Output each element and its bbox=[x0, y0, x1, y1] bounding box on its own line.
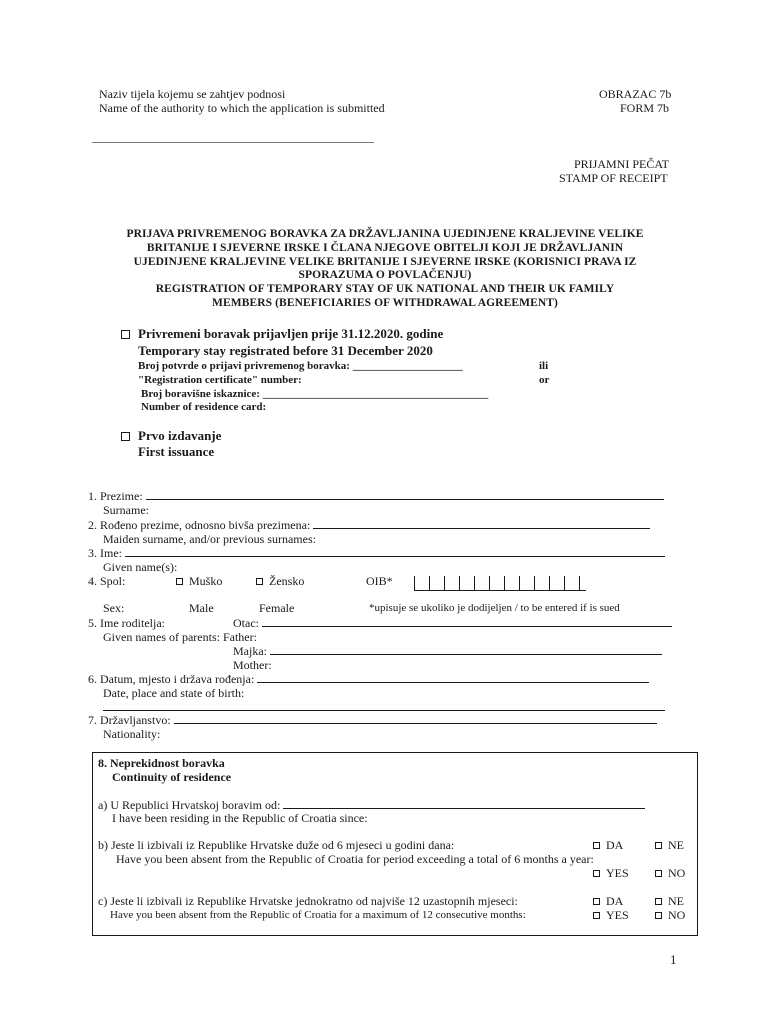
document-title-line-1: PRIJAVA PRIVREMENOG BORAVKA ZA DRŽAVLJANINA UJEDINJENE KRALJEVINE VELIKE bbox=[126, 228, 644, 240]
authority-label-hr: Naziv tijela kojemu se zahtjev podnosi bbox=[99, 87, 286, 101]
absence-12m-no-label-hr: NE bbox=[668, 894, 684, 908]
father-label-hr: Otac: bbox=[233, 616, 259, 630]
nationality-label-en: Nationality: bbox=[103, 727, 161, 741]
absence-12m-label-en: Have you been absent from the Republic of Croatia for a maximum of 12 consecutive months: bbox=[110, 909, 526, 921]
nationality-label-hr: 7. Državljanstvo: bbox=[88, 713, 171, 727]
male-checkbox[interactable] bbox=[176, 578, 183, 585]
document-title-line-6: MEMBERS (BENEFICIARIES OF WITHDRAWAL AGREEMENT) bbox=[212, 297, 558, 309]
absence-12m-yes-label-hr: DA bbox=[606, 894, 624, 908]
absence-12m-no-checkbox[interactable] bbox=[655, 898, 662, 905]
absence-12m-yes-label-en: YES bbox=[606, 908, 629, 922]
female-label-en: Female bbox=[259, 601, 295, 615]
absence-6m-yes-label-en: YES bbox=[606, 866, 629, 880]
father-input[interactable] bbox=[262, 616, 672, 627]
prior-registration-checkbox[interactable] bbox=[121, 330, 130, 339]
birth-label-hr: 6. Datum, mjesto i država rođenja: bbox=[88, 672, 255, 686]
surname-input[interactable] bbox=[146, 489, 664, 500]
residence-card-label-en: Number of residence card: bbox=[141, 401, 267, 413]
male-label-hr: Muško bbox=[189, 574, 223, 588]
absence-6m-no-label-hr: NE bbox=[668, 838, 684, 852]
prior-registration-label-hr: Privremeni boravak prijavljen prije 31.12.2020. godine bbox=[138, 326, 444, 341]
absence-12m-no-label-en: NO bbox=[668, 908, 686, 922]
female-label-hr: Žensko bbox=[269, 574, 305, 588]
female-checkbox[interactable] bbox=[256, 578, 263, 585]
birth-input-line-2[interactable] bbox=[103, 700, 665, 711]
absence-6m-label-hr: b) Jeste li izbivali iz Republike Hrvatske duže od 6 mjeseci u godini dana: bbox=[98, 838, 455, 852]
form-number-hr: OBRAZAC 7b bbox=[599, 87, 672, 101]
oib-input-boxes[interactable] bbox=[414, 576, 586, 591]
section8-title-en: Continuity of residence bbox=[112, 770, 232, 784]
given-name-input[interactable] bbox=[125, 546, 665, 557]
mother-label-hr: Majka: bbox=[233, 644, 267, 658]
or-label-hr: ili bbox=[539, 360, 549, 372]
given-name-label-hr: 3. Ime: bbox=[88, 546, 122, 560]
parents-label-hr: 5. Ime roditelja: bbox=[88, 616, 165, 630]
father-label-en: Father: bbox=[222, 630, 257, 644]
mother-input[interactable] bbox=[270, 644, 662, 655]
absence-6m-yes-box-en[interactable] bbox=[593, 870, 600, 877]
stamp-label-en: STAMP OF RECEIPT bbox=[559, 171, 668, 185]
birth-label-en: Date, place and state of birth: bbox=[103, 686, 245, 700]
absence-12m-no-box-en[interactable] bbox=[655, 912, 662, 919]
absence-6m-no-checkbox[interactable] bbox=[655, 842, 662, 849]
given-name-label-en: Given name(s): bbox=[103, 560, 178, 574]
absence-6m-yes-label-hr: DA bbox=[606, 838, 624, 852]
document-title-line-5: REGISTRATION OF TEMPORARY STAY OF UK NATIONAL AND THEIR UK FAMILY bbox=[155, 283, 615, 295]
section8-title-hr: 8. Neprekidnost boravka bbox=[98, 756, 225, 770]
registration-certificate-field[interactable]: Broj potvrde o prijavi privremenog boravka: ____________________ bbox=[138, 360, 463, 372]
mother-label-en: Mother: bbox=[233, 658, 272, 672]
document-title-line-3: UJEDINJENE KRALJEVINE VELIKE BRITANIJE I SJEVERNE IRSKE (KORISNICI PRAVA IZ bbox=[133, 256, 637, 268]
residing-since-input[interactable] bbox=[283, 798, 645, 809]
document-title-line-2: BRITANIJE I SJEVERNE IRSKE I ČLANA NJEGOVE OBITELJI KOJI JE DRŽAVLJANIN bbox=[146, 242, 624, 254]
authority-label-en: Name of the authority to which the application is submitted bbox=[99, 101, 385, 115]
oib-note: *upisuje se ukoliko je dodijeljen / to be entered if is sued bbox=[369, 602, 620, 614]
registration-certificate-label-en: "Registration certificate" number: bbox=[138, 374, 302, 386]
or-label-en: or bbox=[539, 374, 550, 386]
absence-6m-no-box-en[interactable] bbox=[655, 870, 662, 877]
maiden-surname-label-en: Maiden surname, and/or previous surnames: bbox=[103, 532, 316, 546]
stamp-label-hr: PRIJAMNI PEČAT bbox=[574, 157, 670, 171]
male-label-en: Male bbox=[189, 601, 214, 615]
residence-card-field[interactable]: Broj boravišne iskaznice: _________________________________________ bbox=[141, 388, 489, 400]
maiden-surname-label-hr: 2. Rođeno prezime, odnosno bivša prezimena: bbox=[88, 518, 311, 532]
form-number-en: FORM 7b bbox=[620, 101, 670, 115]
absence-6m-yes-checkbox[interactable] bbox=[593, 842, 600, 849]
first-issuance-label-en: First issuance bbox=[138, 444, 215, 459]
absence-12m-yes-box-en[interactable] bbox=[593, 912, 600, 919]
maiden-surname-input[interactable] bbox=[313, 518, 650, 529]
authority-input-line[interactable]: _______________________________________________ bbox=[92, 130, 374, 144]
sex-label-en: Sex: bbox=[103, 601, 125, 615]
first-issuance-checkbox[interactable] bbox=[121, 432, 130, 441]
nationality-input[interactable] bbox=[174, 713, 657, 724]
residing-since-label-hr: a) U Republici Hrvatskoj boravim od: bbox=[98, 798, 281, 812]
surname-label-hr: 1. Prezime: bbox=[88, 489, 143, 503]
parents-label-en: Given names of parents: bbox=[103, 630, 220, 644]
birth-input[interactable] bbox=[257, 672, 649, 683]
sex-label-hr: 4. Spol: bbox=[88, 574, 126, 588]
absence-12m-yes-checkbox[interactable] bbox=[593, 898, 600, 905]
absence-12m-label-hr: c) Jeste li izbivali iz Republike Hrvatske jednokratno od najviše 12 uzastopnih mjeseci: bbox=[98, 894, 518, 908]
residing-since-label-en: I have been residing in the Republic of Croatia since: bbox=[112, 811, 368, 825]
surname-label-en: Surname: bbox=[103, 503, 149, 517]
page-number: 1 bbox=[670, 952, 677, 967]
first-issuance-label-hr: Prvo izdavanje bbox=[138, 428, 222, 443]
absence-6m-no-label-en: NO bbox=[668, 866, 686, 880]
absence-6m-label-en: Have you been absent from the Republic of Croatia for period exceeding a total of 6 months a year: bbox=[116, 852, 594, 866]
oib-label: OIB* bbox=[366, 574, 393, 588]
document-title-line-4: SPORAZUMA O POVLAČENJU) bbox=[298, 269, 472, 281]
prior-registration-label-en: Temporary stay registrated before 31 December 2020 bbox=[138, 343, 433, 358]
